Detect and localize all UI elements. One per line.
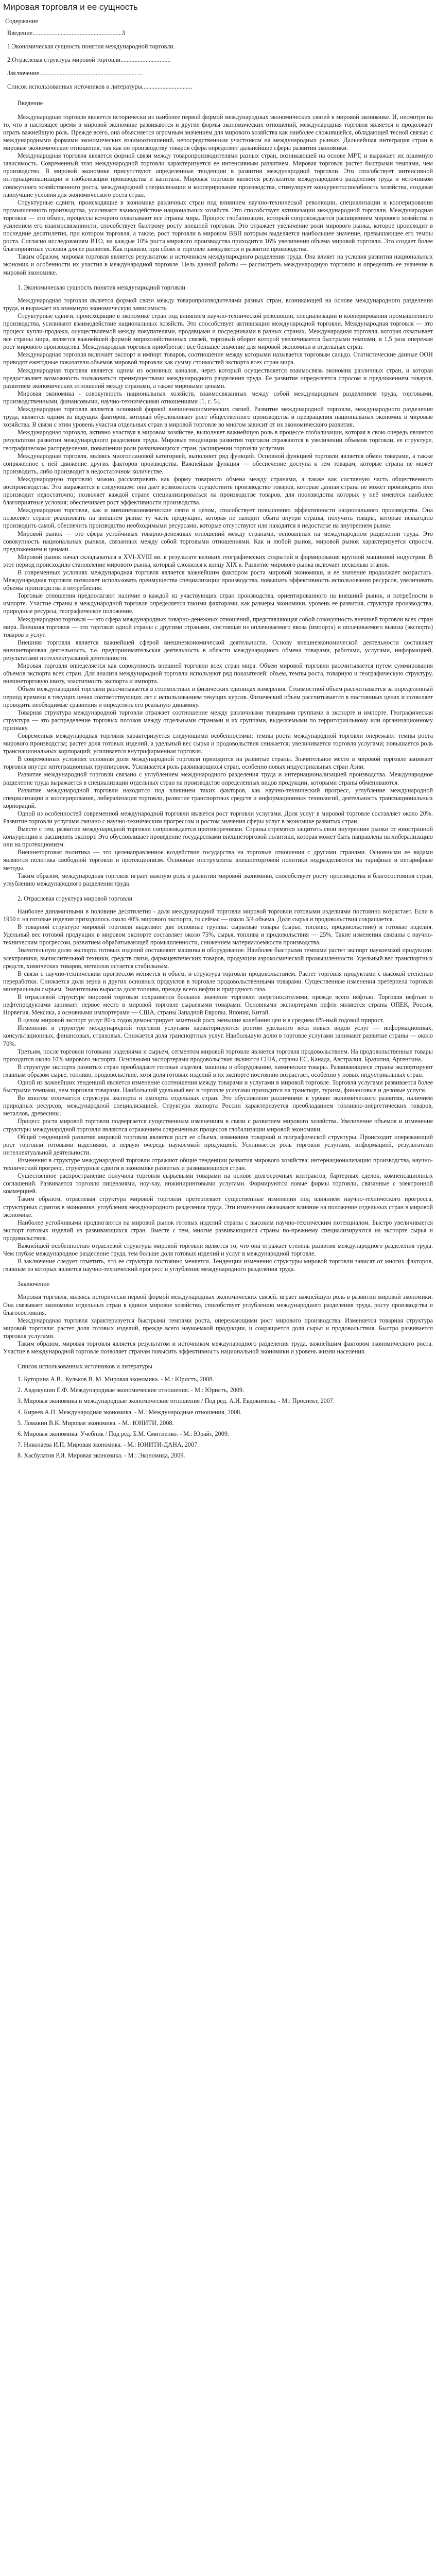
- paragraph: Таким образом, отраслевая структура мировой торговли претерпевает существенные изменения под влиянием научно-технического прогресса, структурных сдвигов в экономике, углубления международного разделения труда. Эти изменения оказывают влияние на положение отдельных стран в мировой экономике.: [3, 1195, 433, 1218]
- paragraph: Изменения в структуре международной торговли услугами характеризуются ростом удельного веса новых видов услуг — информационных, консультационных, финансовых, страховых. Снижается доля транспортных услуг. Наибольшую долю в торговле услугами занимают развитые страны — около 70%.: [3, 1024, 433, 1047]
- paragraph: Международная торговля является формой связи между товаропроизводителями разных стран, возникающей на основе международного разделения труда, и выражает их взаимную экономическую зависимость.: [3, 296, 433, 312]
- paragraph: Мировая экономика - совокупность национальных хозяйств, взаимосвязанных между собой международным разделением труда, торговыми, производственными, финансовыми, научно-техническими отношениями [1, с. 5].: [3, 389, 433, 405]
- conclusion-body: [3, 1293, 433, 1355]
- document-title: Мировая торговля и ее сущность: [3, 2, 138, 12]
- paragraph: Международную торговлю можно рассматривать как форму товарного обмена между странами, а также как составную часть общественного воспроизводства. Это выражается в следующем: она дает возможность осуществить производство товаров, которые данная страна не может производить или производит недостаточно; позволяет каждой стране специализироваться на производстве товаров, для производства которых у неё имеются наиболее благоприятные условия; обеспечивает рост эффективности производства.: [3, 475, 433, 506]
- conclusion-heading: Заключение: [18, 1280, 50, 1288]
- reference-item: 3. Мировая экономика и международные экономические отношения / Под ред. А.И. Евдокимова. - М.: Проспект, 2007.: [18, 1397, 335, 1405]
- paragraph: В структуре экспорта развитых стран преобладают готовые изделия, машины и оборудование, химические товары. Развивающиеся страны экспортируют главным образом сырье, топливо, продовольствие, хотя доля готовых изделий в их экспорте постоянно возрастает, особенно у новых индустриальных стран.: [3, 1063, 433, 1078]
- paragraph: В товарной структуре мировой торговли выделяют две основные группы: сырьевые товары (сырье, топливо, продовольствие) и готовые изделия. Удельный вес готовой продукции в мировом экспорте составляет около 75%, сырья, топлива и продовольствия — 25%. Такие изменения связаны с научно-техническим прогрессом, развитием обрабатывающей промышленности, снижением материалоемкости производства.: [3, 923, 433, 946]
- section1-heading: 1. Экономическая сущность понятия международной торговли: [18, 283, 185, 291]
- paragraph: Международная торговля, как и внешнеэкономические связи в целом, способствует повышению эффективности национального производства. Она позволяет стране реализовать на внешнем рынке ту часть продукции, которая не находит сбыта внутри страны, получить товары, которые невыгодно производить самой, обеспечить производство необходимыми ресурсами, которые отсутствуют или находятся в недостатке на внутреннем рынке.: [3, 506, 433, 530]
- paragraph: Вместе с тем, развитие международной торговли сопровождается противоречиями. Страны стремятся защитить свои внутренние рынки от иностранной конкуренции и расширить экспорт. Это обусловливает проведение государствами внешнеторговой политики, которая может быть направлена на либерализацию или на протекционизм.: [3, 825, 433, 849]
- paragraph: Таким образом, мировая торговля является результатом и источником международного разделения труда, важнейшим фактором экономического роста. Участие в международной торговле позволяет странам повысить эффективность национальной экономики и уровень жизни населения.: [3, 1340, 433, 1355]
- reference-item: 6. Мировая экономика: Учебник / Под ред. Б.М. Смитиенко. - М.: Юрайт, 2009.: [18, 1430, 229, 1437]
- reference-item: 7. Николаева И.П. Мировая экономика. - М.: ЮНИТИ-ДАНА, 2007.: [18, 1440, 199, 1448]
- paragraph: Одной из важнейших тенденций является изменение соотношения между товарами и услугами в мировой торговле. Торговля услугами развивается более быстрыми темпами, чем торговля товарами. Наибольший удельный вес в торговле услугами приходится на транспорт, туризм, финансовые и деловые услуги.: [3, 1079, 433, 1094]
- paragraph: Изменения в структуре международной торговли отражают общие тенденции развития мирового хозяйства: интернационализацию производства, научно-технический прогресс, структурные сдвиги в экономике развитых и развивающихся стран.: [3, 1156, 433, 1172]
- paragraph: Третьим, после торговли готовыми изделиями и сырьем, сегментом мировой торговли является торговля продовольствием. На продовольственные товары приходится около 10% мирового экспорта. Основными экспортерами продовольствия являются США, страны ЕС, Канада, Австралия, Бразилия, Аргентина.: [3, 1047, 433, 1063]
- paragraph: Международная торговля является основной формой внешнеэкономических связей. Развитие международной торговли, международного разделения труда, является одним из ведущих факторов, который обусловливает рост общественного производства и превращения национальных экономик в мировые хозяйства. В связи с этим уровень участия отдельных стран в мировой торговле во многом зависит от их экономического развития.: [3, 405, 433, 429]
- paragraph: Международная торговля включает экспорт и импорт товаров, соотношение между которыми называется торговым сальдо. Статистические данные ООН приводят ежегодные показатели объемов мировой торговли как сумму стоимостей экспорта всех стран мира.: [3, 351, 433, 366]
- reference-item: 8. Хасбулатов Р.И. Мировая экономика. - М.: Экономика, 2009.: [18, 1451, 185, 1459]
- section1-body: [3, 297, 433, 888]
- paragraph: Мировая торговля определяется как совокупность внешней торговли всех стран мира. Объем мировой торговли рассчитывается путем суммирования объемов экспорта всех стран. Для анализа международной торговли используют ряд показателей: объем, темпы роста, товарную и географическую структуру, внешнеторговую квоту, эластичность экспорта и импорта.: [3, 662, 433, 685]
- paragraph: Общей тенденцией развития мировой торговли является рост ее объема, изменения товарной и географической структуры. Происходит опережающий рост торговли готовыми изделиями, в первую очередь наукоемкой продукцией. Усиливается роль торговли услугами, информацией, результатами интеллектуальной деятельности.: [3, 1133, 433, 1156]
- table-of-contents: [7, 29, 433, 91]
- paragraph: В современных условиях основная доля международной торговли приходится на развитые страны. Значительное место в мировой торговле занимает торговля внутри интеграционных группировок. Усиливается роль развивающихся стран, особенно новых индустриальных стран Азии.: [3, 755, 433, 771]
- paragraph: Торговые отношения предполагают наличие в каждой из участвующих стран производства, ориентированного на внешний рынок, и потребности в импорте. Участие страны в международной торговле определяется такими факторами, как размеры экономики, уровень ее развития, структура производства, природные ресурсы, географическое положение.: [3, 592, 433, 615]
- paragraph: Наиболее устойчивыми продвигаются на мировой рынок готовых изделий страны с высоким научно-техническим потенциалом. Быстро увеличивается экспорт готовых изделий из развивающихся стран. Вместе с тем, многие развивающиеся страны по-прежнему специализируются на экспорте сырья и продовольствия.: [3, 1218, 433, 1242]
- paragraph: В связи с научно-техническим прогрессом меняется и объем, и структура торговли продовольствием. Растет торговля продуктами с высокой степенью переработки. Снижается доля зерна и других основных продуктов в торговле продовольственными товарами. Существенные изменения претерпела торговля минеральным сырьем. Значительно выросла доля топлива, прежде всего нефти и природного газа.: [3, 970, 433, 993]
- section2-body: [3, 908, 433, 1273]
- toc-entry: Заключение..................................................................: [7, 70, 143, 77]
- references-heading: Список использованных источников и литературы: [18, 1363, 152, 1370]
- paragraph: Международная торговля — это сфера международных товарно-денежных отношений, представляющая собой совокупность внешней торговли всех стран мира. Внешняя торговля — это торговля одной страны с другими странами, состоящая из оплачиваемого ввоза (импорта) и оплачиваемого вывоза (экспорта) товаров и услуг.: [3, 615, 433, 638]
- paragraph: Мировая торговля, являясь исторически первой формой международных экономических связей, играет важнейшую роль в развитии мировой экономики. Она связывает экономики отдельных стран в единое мировое хозяйство, способствует углублению международного разделения труда, росту производства и благосостояния.: [3, 1293, 433, 1316]
- paragraph: В отраслевой структуре мировой торговли сохраняется большое значение торговли энергоносителями, прежде всего нефтью. Торговля нефтью и нефтепродуктами занимает первое место в мировой торговле сырьевыми товарами. Основными экспортерами нефти являются страны ОПЕК, Россия, Норвегия, Мексика, а основными импортерами — США, страны Западной Европы, Япония, Китай.: [3, 993, 433, 1016]
- paragraph: Развитие международной торговли находится под влиянием таких факторов, как научно-технический прогресс, углубление международной специализации и кооперирования, либерализация торговли, развитие транспортных средств и информационных технологий, деятельность транснациональных корпораций.: [3, 786, 433, 809]
- paragraph: Международная торговля является формой связи между товаропроизводителями разных стран, возникающей на основе МРТ, и выражает их взаимную зависимость. Современный этап международной торговли характеризуется ее интенсивным развитием. Мировая торговля растет быстрыми темпами, чем производство. В мировой экономике присутствуют определенные тенденции в развитии международной торговли. Это способствует интенсивной интернационализации и глобализации производства и капитала. Мировая торговля является результатом международного разделения труда и источником совокупного хозяйственного роста, международной специализации и кооперирования производства, стимулирует конкурентоспособность хозяйства, создавая наилучшие условия для экономического роста стран.: [3, 152, 433, 198]
- paragraph: Важнейшей особенностью отраслевой структуры мировой торговли является то, что она отражает степень развития международного разделения труда. Чем глубже международное разделение труда, тем больше доля готовых изделий и услуг в международной торговле.: [3, 1242, 433, 1258]
- toc-entry: 1.Экономическая сущность понятия международной торговли.: [7, 43, 175, 50]
- reference-item: 4. Киреев А.П. Международная экономика. - М.: Международные отношения, 2008.: [18, 1408, 242, 1416]
- paragraph: Структурные сдвиги, происходящие в экономике различных стран под влиянием научно-технической революции, специализации и кооперирования промышленного производства, усиливают взаимодействие национальных хозяйств. Это способствует активизации международной торговли. Международная торговля — это обмен, процессы которого охватывают все страны мира. Процесс глобализации, который сопровождается расширением мирового хозяйства и усилением его взаимосвязанности, способствует быстрому росту внешней торговли. Это отражает увеличение роли мирового рынка, которое происходит в последние десятилетия, при котором торговля, а также, рост торговли в мировом ВВП которым выделяется наибольшее значение, превышающее его темпы роста. Согласно исследованиям ВТО, на каждые 10% роста мирового производства приходится 16% увеличения объема мировой торговли. Это создает более благоприятные условия для ее развития. Как правило, при сбоях в торговле замедляется и развитие производства.: [3, 198, 433, 253]
- paragraph: Международная торговля является исторически из наиболее первой формой международных экономических связей в мировой экономике. И, несмотря на то, что в настоящее время в мировой экономике развиваются и другие формы экономических отношений, международная торговля является и продолжает играть важнейшую роль. Прежде всего, она объясняется огромным значением для мирового хозяйства как наиболее сложившейся, обладающей тесной связью с международными формами экономических взаимоотношений, непосредственным участником на международных рынках. Дальнейшая интеграция стран в мировые экономические отношения, так как по производству товаров сфера определяет дальнейшие сферы развития экономики.: [3, 113, 433, 152]
- paragraph: Внешнеторговая политика — это целенаправленное воздействие государства на торговые отношения с другими странами. Основными ее видами являются политика свободной торговли и протекционизм. Основные инструменты внешнеторговой политики подразделяются на тарифные и нетарифные методы.: [3, 849, 433, 872]
- paragraph: Развитие международной торговли связано с углублением международного разделения труда и интернационализацией производства. Международное разделение труда выражается в специализации отдельных стран на производстве определенных видов продукции, которыми страны обмениваются.: [3, 771, 433, 786]
- paragraph: Международная торговля, являясь многоплановой категорией, выполняет ряд функций. Основной функцией торговли является обмен товарами, а также сопряженное с ней движение других факторов производства. Важнейшая функция — обеспечение доступа к тем товарам, которые страна не может производить, либо производит в недостаточном количестве.: [3, 452, 433, 475]
- reference-item: 5. Ломакин В.К. Мировая экономика. - М.: ЮНИТИ, 2008.: [18, 1419, 174, 1427]
- intro-body: [3, 113, 433, 277]
- references-list: [3, 1376, 433, 1460]
- paragraph: Существенное распространение получила торговля сырьевыми товарами на основе долгосрочных контрактов, бартерных сделок, компенсационных соглашений. Развивается торговля лицензиями, ноу-хау, инжиниринговыми услугами. Формируются новые формы торговли, связанные с электронной коммерцией.: [3, 1172, 433, 1195]
- paragraph: Современная международная торговля характеризуется следующими особенностями: темпы роста международной торговли опережают темпы роста мирового производства; растет доля готовых изделий, а удельный вес сырья и продовольствия снижается; увеличивается торговля услугами; повышается роль транснациональных корпораций; усиливается внутрифирменная торговля.: [3, 732, 433, 755]
- paragraph: Международная торговля является одним из основных каналов, через который осуществляется взаимосвязь экономик различных стран, и которая предоставляет возможность пользоваться преимуществами международного разделения труда. Ее развитие определяется спросом и предложением товаров, развитием экономических отношений между странами, а также мировыми ценами.: [3, 366, 433, 389]
- paragraph: Наиболее динамичными в половине десятилетия - доля международной торговли мировой торговли готовыми изделиями постоянно возрастает. Если в 1950 г. на готовые изделия приходилось около 40% мирового экспорта, то сейчас — около 3/4 объема. Доля сырья и продовольствия сокращается.: [3, 907, 433, 923]
- paragraph: Значительную долю экспорта готовых изделий составляют машины и оборудование. Наиболее быстрыми темпами растет экспорт наукоемкой продукции: электроники, вычислительной техники, средств связи, фармацевтических товаров, продукции аэрокосмической промышленности. Удельный вес транспортных средств, химических товаров, металлов остается стабильным.: [3, 946, 433, 970]
- paragraph: Структурные сдвиги, происходящие в экономике стран под влиянием научно-технической революции, специализации и кооперирования промышленного производства, усиливают взаимодействие национальных хозяйств. Это способствует активизации международной торговли. Международная торговля — это процесс купли-продажи, осуществляемой между покупателями, продавцами и посредниками в разных странах. Международная торговля, которая охватывает все страны мира, является важнейшей формой мирохозяйственных связей, торговый оборот которой увеличивается быстрыми темпами, в 1,5 раза опережая рост мирового производства. Международная торговля приобретает все большее значение для мировой экономики и отдельных стран.: [3, 312, 433, 351]
- paragraph: Одной из особенностей современной международной торговли является рост торговли услугами. Доля услуг в мировой торговле составляет около 20%. Развитие торговли услугами связано с научно-техническим прогрессом и ростом значения сферы услуг в экономике развитых стран.: [3, 809, 433, 825]
- section2-heading: 2. Отраслевая структура мировой торговли: [18, 894, 133, 902]
- paragraph: Таким образом, мировая торговля является результатом и источником международного разделения труда. Она влияет на условия развития национальных экономик и особенности их участия в международной торговле. Цель данной работы — рассмотреть международную торговлю и определить ее значение в мировой экономике.: [3, 253, 433, 276]
- paragraph: В заключение следует отметить, что ее структура постоянно меняется. Тенденции изменения структуры мировой торговли зависят от многих факторов, главным из которых является научно-технический прогресс и углубление международного разделения труда.: [3, 1258, 433, 1273]
- paragraph: В целом мировой экспорт услуг 80-х годов демонстрирует заметный рост, меньшие колебания цен и в среднем 6%-ный годовой прирост.: [18, 1016, 385, 1024]
- paragraph: Процесс роста мировой торговли подвергается существенным изменениям в связи с развитием мирового хозяйства. Увеличение объемов и изменение структуры международной торговли являются отражением современных процессов глобализации мировой экономики.: [3, 1117, 433, 1133]
- paragraph: Мировой рынок начал складываться в XVI-XVIII вв. в результате великих географических открытий и формирования крупной машинной индустрии. В этот период происходило становление мирового рынка, который сложился к концу XIX в. Развитие мирового рынка включает несколько этапов.: [3, 553, 433, 568]
- intro-heading: Введение: [18, 99, 43, 107]
- paragraph: Международная торговля характеризуется быстрыми темпами роста, опережающими рост мирового производства. Изменяется товарная структура мировой торговли: растет доля готовых изделий, прежде всего наукоемкой продукции, и сокращается доля сырья и продовольствия. Быстро развивается торговля услугами.: [3, 1316, 433, 1340]
- paragraph: Международная торговля, активно участвуя в мировом хозяйстве, выполняет важнейшую роль в процессе глобализации, которая в свою очередь является результатом развития международного разделения труда. Мировые тенденции развития торговли отражаются в увеличении объемов торговли, ее структуре, географическом распределении, повышении роли развивающихся стран, расширении торговли услугами.: [3, 429, 433, 452]
- paragraph: Мировой рынок — это сфера устойчивых товарно-денежных отношений между странами, основанных на международном разделении труда. Это совокупность национальных рынков, связанных между собой торговыми отношениями. Как и любой рынок, мировой рынок характеризуется спросом, предложением и ценами.: [3, 530, 433, 553]
- toc-entry: Список использованных источников и литературы................................: [7, 83, 193, 91]
- paragraph: Объем международной торговли рассчитывается в стоимостных и физических единицах измерения. Стоимостной объем рассчитывается за определенный период времени в текущих ценах соответствующих лет с использованием текущих курсов. Физический объем рассчитывается в постоянных ценах и позволяет проводить необходимые сравнения и определять его реальную динамику.: [3, 685, 433, 708]
- paragraph: Таким образом, международная торговля играет важную роль в развитии мировой экономики, способствует росту производства и благосостояния стран, углублению международного разделения труда.: [3, 872, 433, 887]
- paragraph: В современных условиях международная торговля является важнейшим фактором роста мировой экономики, и ее значение продолжает возрастать. Международная торговля позволяет использовать преимущества специализации производства, повышать эффективность использования ресурсов, увеличивать объемы производства и потребления.: [3, 569, 433, 592]
- reference-item: 1. Буторина А.В., Кульков В. М. Мировая экономика. - М.: Юристъ, 2008.: [18, 1376, 214, 1383]
- paragraph: Товарная структура международной торговли отражает соотношение между различными товарными группами в экспорте и импорте. Географическая структура — это распределение торговых потоков между отдельными странами и их группами, выделяемыми по территориальному или организационному признаку.: [3, 708, 433, 732]
- reference-item: 2. Авдокушин Е.Ф. Международные экономические отношения. - М.: Юристъ, 2009.: [18, 1386, 245, 1394]
- toc-entry: 2.Отраслевая структура мировой торговли................................: [7, 56, 171, 64]
- toc-heading: Содержание: [5, 18, 38, 25]
- paragraph: Внешняя торговля является важнейшей сферой внешнеэкономической деятельности. Основу внешнеэкономической деятельности составляет внешнеторговая деятельность, т.е. предпринимательская деятельность в области международного обмена товарами, работами, услугами, информацией, результатами интеллектуальной деятельности.: [3, 638, 433, 662]
- paragraph: Во многом отличается структура экспорта и импорта отдельных стран. Это обусловлено различиями в уровне экономического развития, наличием природных ресурсов, международной специализацией. Структура экспорта России характеризуется преобладанием топливно-энергетических товаров, металлов, древесины.: [3, 1094, 433, 1117]
- toc-entry: Введение.........................................................3: [7, 29, 125, 37]
